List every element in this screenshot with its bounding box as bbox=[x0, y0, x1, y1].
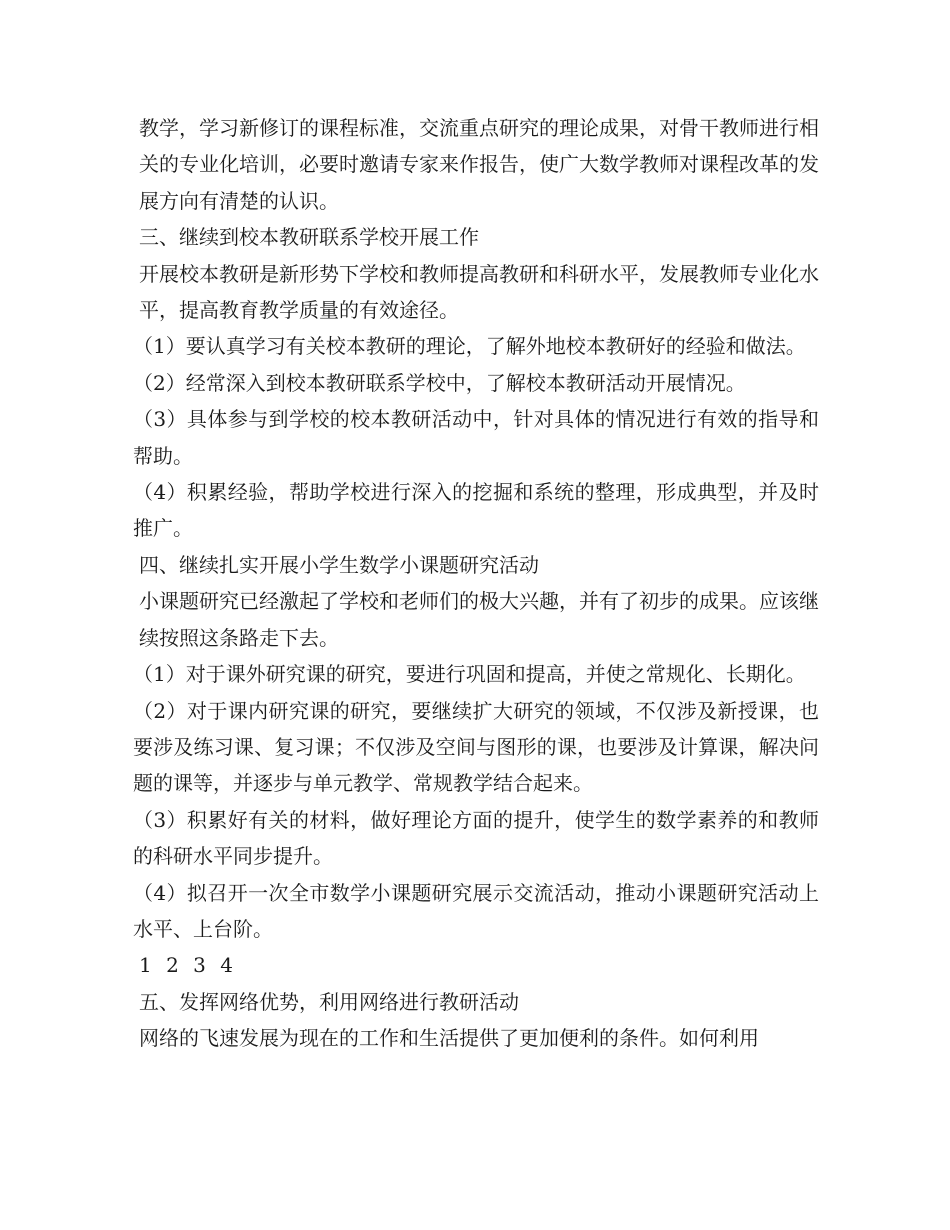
paragraph-body: 开展校本教研是新形势下学校和教师提高教研和科研水平，发展教师专业化水平，提高教育教学质量的有效途径。 bbox=[139, 261, 819, 323]
paragraph-body: 网络的飞速发展为现在的工作和生活提供了更加便利的条件。如何利用 bbox=[139, 1026, 759, 1051]
section-heading-4: 四、继续扎实开展小学生数学小课题研究活动 bbox=[139, 552, 539, 577]
section-heading-3: 三、继续到校本教研联系学校开展工作 bbox=[139, 225, 479, 250]
paragraph-body: 小课题研究已经激起了学校和老师们的极大兴趣，并有了初步的成果。应该继续按照这条路走下去。 bbox=[139, 589, 819, 650]
document-body bbox=[133, 110, 819, 1057]
paragraph-body: 教学，学习新修订的课程标准，交流重点研究的理论成果，对骨干教师进行相关的专业化培训，必要时邀请专家来作报告，使广大数学教师对课程改革的发展方向有清楚的认识。 bbox=[139, 116, 819, 213]
page-numbers: 1 2 3 4 bbox=[139, 953, 233, 978]
list-item: （1）对于课外研究课的研究，要进行巩固和提高，并使之常规化、长期化。 bbox=[133, 662, 806, 687]
list-item: （4）拟召开一次全市数学小课题研究展示交流活动，推动小课题研究活动上水平、上台阶。 bbox=[133, 880, 819, 941]
list-item: （2）经常深入到校本教研联系学校中，了解校本教研活动开展情况。 bbox=[133, 370, 746, 395]
list-item: （3）具体参与到学校的校本教研活动中，针对具体的情况进行有效的指导和帮助。 bbox=[133, 407, 819, 468]
list-item: （2）对于课内研究课的研究，要继续扩大研究的领域，不仅涉及新授课，也要涉及练习课、复习课；不仅涉及空间与图形的课，也要涉及计算课，解决问题的课等，并逐步与单元教学、常规教学结合起来。 bbox=[133, 698, 819, 796]
list-item: （1）要认真学习有关校本教研的理论，了解外地校本教研好的经验和做法。 bbox=[133, 334, 806, 359]
list-item: （3）积累好有关的材料，做好理论方面的提升，使学生的数学素养的和教师的科研水平同步提升。 bbox=[133, 807, 819, 869]
list-item: （4）积累经验，帮助学校进行深入的挖掘和系统的整理，形成典型，并及时推广。 bbox=[133, 480, 819, 541]
section-heading-5: 五、发挥网络优势，利用网络进行教研活动 bbox=[139, 989, 519, 1014]
